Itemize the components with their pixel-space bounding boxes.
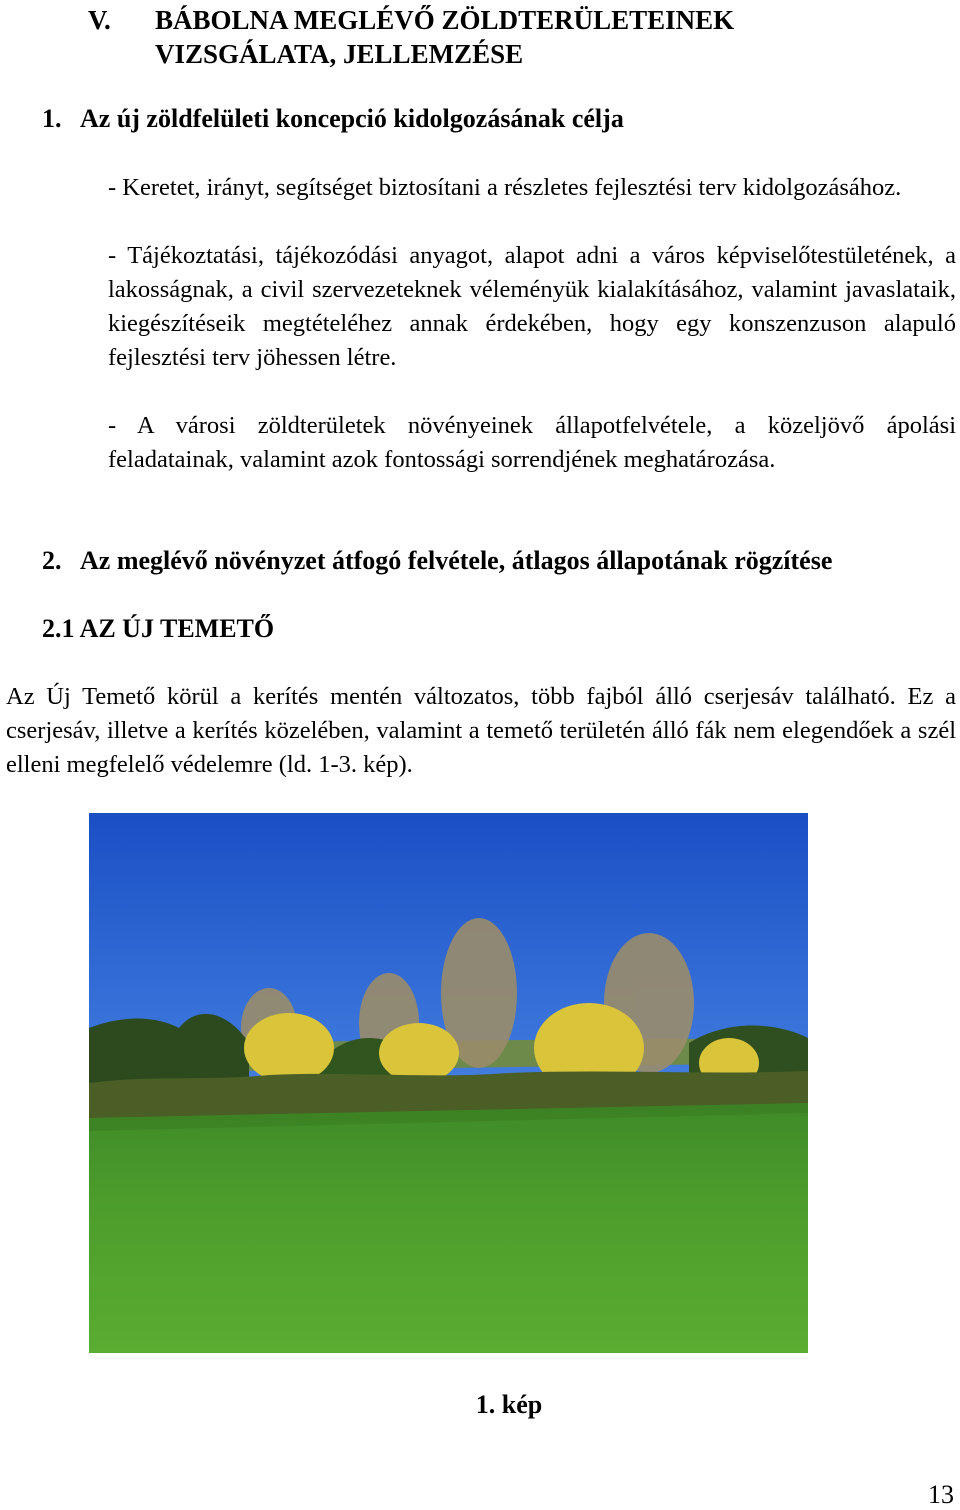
chapter-number: V. bbox=[88, 5, 111, 35]
cemetery-photo bbox=[89, 813, 808, 1353]
bullet-3: - A városi zöldterületek növényeinek állapotfelvétele, a közeljövő ápolási feladatainak, valamint azok fontossági sorrendjének meghatározása. bbox=[108, 412, 956, 473]
section1-number: 1. bbox=[42, 104, 62, 133]
bullet-1: - Keretet, irányt, segítséget biztosítani a részletes fejlesztési terv kidolgozásához. bbox=[108, 174, 902, 201]
section2-title: Az meglévő növényzet átfogó felvétele, átlagos állapotának rögzítése bbox=[80, 546, 833, 575]
page-number: 13 bbox=[928, 1480, 954, 1509]
bullet-2: - Tájékoztatási, tájékozódási anyagot, alapot adni a város képviselőtestületének, a lakosságnak, a civil szervezeteknek véleményük kialakításához, valamint javaslataik, kiegészítéseik megtételéhez annak érdekében, hogy egy konszenzuson alapuló fejlesztési terv jöhessen létre. bbox=[108, 242, 956, 371]
section1-title: Az új zöldfelületi koncepció kidolgozásának célja bbox=[80, 104, 624, 133]
section21-title: 2.1 AZ ÚJ TEMETŐ bbox=[42, 614, 275, 643]
chapter-title-line1: BÁBOLNA MEGLÉVŐ ZÖLDTERÜLETEINEK bbox=[155, 5, 735, 35]
figure-caption: 1. kép bbox=[475, 1390, 543, 1419]
section21-paragraph: Az Új Temető körül a kerítés mentén változatos, több fajból álló cserjesáv található. Ez a cserjesáv, illetve a kerítés közelében, valamint a temető területén álló fák nem elegendőek a szél elleni megfelelő védelemre (ld. 1-3. kép). bbox=[6, 683, 956, 778]
section2-number: 2. bbox=[42, 546, 62, 575]
chapter-title-line2: VIZSGÁLATA, JELLEMZÉSE bbox=[155, 39, 524, 69]
